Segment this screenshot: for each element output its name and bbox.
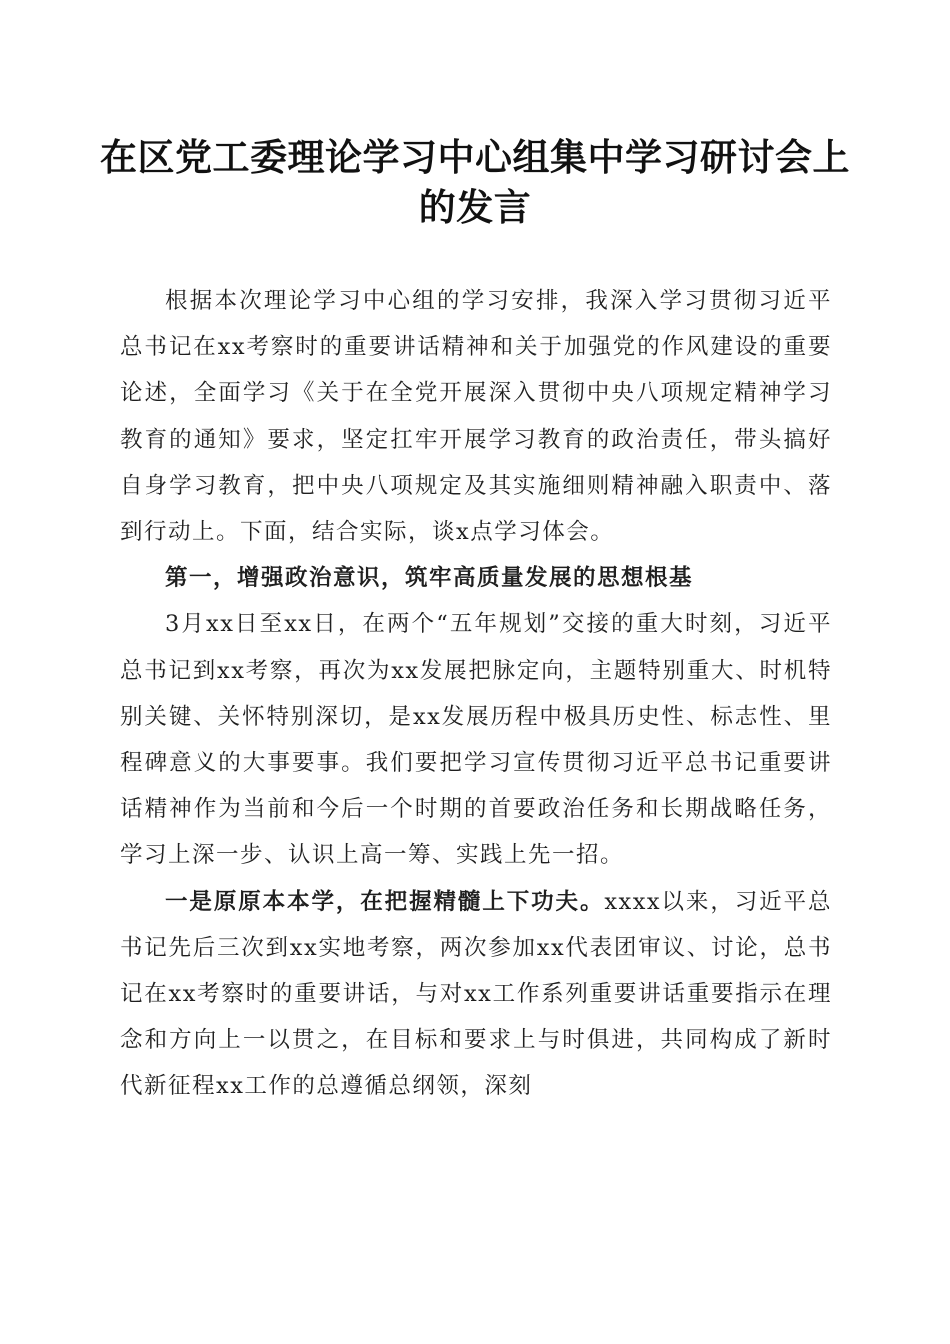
point-1-lead: 一是原原本本学，在把握精髓上下功夫。 (165, 888, 605, 915)
point-1-paragraph (120, 879, 832, 1110)
intro-paragraph: 根据本次理论学习中心组的学习安排，我深入学习贯彻习近平总书记在xx考察时的重要讲话精神和关于加强党的作风建设的重要论述，全面学习《关于在全党开展深入贯彻中央八项规定精神学习教育的通知》要求，坚定扛牢开展学习教育的政治责任，带头搞好自身学习教育，把中央八项规定及其实施细则精神融入职责中、落到行动上。下面，结合实际，谈x点学习体会。 (120, 288, 832, 546)
title-line-2: 的发言 (418, 185, 532, 229)
section-1-paragraph: 3月xx日至xx日，在两个“五年规划”交接的重大时刻，习近平总书记到xx考察，再次为xx发展把脉定向，主题特别重大、时机特别关键、关怀特别深切，是xx发展历程中极具历史性、标志性、里程碑意义的大事要事。我们要把学习宣传贯彻习近平总书记重要讲话精神作为当前和今后一个时期的首要政治任务和长期战略任务，学习上深一步、认识上高一筹、实践上先一招。 (120, 611, 832, 869)
title-line-1: 在区党工委理论学习中心组集中学习研讨会上 (100, 135, 850, 179)
document-title (100, 132, 850, 232)
document-body (120, 278, 832, 1110)
point-1-text: xxxx以来，习近平总书记先后三次到xx实地考察，两次参加xx代表团审议、讨论，总书记在xx考察时的重要讲话，与对xx工作系列重要讲话重要指示在理念和方向上一以贯之，在目标和要求上与时俱进，共同构成了新时代新征程xx工作的总遵循总纲领，深刻 (120, 888, 832, 1100)
section-heading-1: 第一，增强政治意识，筑牢高质量发展的思想根基 (165, 565, 694, 592)
